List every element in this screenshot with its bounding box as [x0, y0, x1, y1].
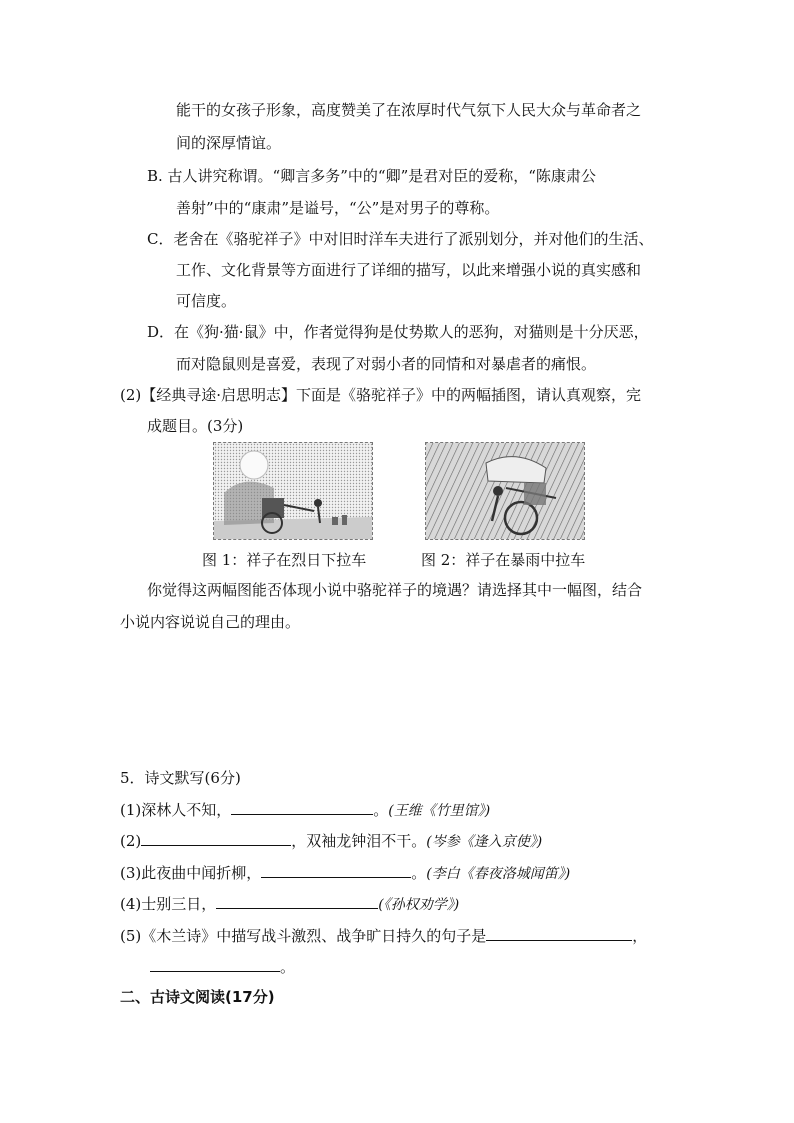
dictation-item-1 [120, 799, 490, 821]
option-a-line-3: 间的深厚情谊。 [176, 134, 282, 152]
dictation-item-1-source: (王维《竹里馆》) [388, 803, 491, 819]
dictation-item-5-cont [150, 956, 295, 977]
option-c-line-1: C．老舍在《骆驼祥子》中对旧时洋车夫进行了派别划分，并对他们的生活、 [147, 230, 654, 248]
option-b-line-2: 善射”中的“康肃”是谥号，“公”是对男子的尊称。 [176, 199, 500, 217]
figure-1-illustration [213, 442, 373, 540]
dictation-blank-3[interactable] [261, 862, 411, 878]
option-c-line-2: 工作、文化背景等方面进行了详细的描写，以此来增强小说的真实感和 [176, 261, 642, 279]
figure-2-caption: 图 2：祥子在暴雨中拉车 [421, 551, 586, 569]
dictation-item-1-suffix: 。 [373, 801, 389, 819]
dictation-item-2-prefix: (2) [120, 832, 142, 850]
question-2-line-1: (2)【经典寻途·启思明志】下面是《骆驼祥子》中的两幅插图，请认真观察，完 [120, 386, 642, 404]
figure-2-drawing [426, 443, 584, 539]
dictation-item-5 [120, 925, 647, 946]
figure-2-illustration [425, 442, 585, 540]
dictation-blank-2[interactable] [141, 830, 291, 846]
figure-1-caption: 图 1：祥子在烈日下拉车 [202, 551, 367, 569]
dictation-item-5-comma: ， [632, 927, 648, 945]
dictation-blank-4[interactable] [216, 893, 378, 909]
dictation-item-2-source: (岑参《逢入京使》) [426, 834, 543, 850]
dictation-item-3-prefix: (3)此夜曲中闻折柳， [120, 864, 262, 882]
dictation-blank-5a[interactable] [486, 925, 632, 941]
dictation-item-4-prefix: (4)士别三日， [120, 895, 217, 913]
question-5-title: 5．诗文默写(6分) [120, 769, 241, 787]
dictation-item-3-source: (李白《春夜洛城闻笛》) [426, 866, 571, 882]
section-2-title: 二、古诗文阅读(17分) [120, 988, 275, 1006]
dictation-item-2-suffix: ，双袖龙钟泪不干。 [291, 832, 427, 850]
dictation-item-4 [120, 893, 459, 915]
dictation-item-3-suffix: 。 [411, 864, 427, 882]
dictation-item-5-end: 。 [280, 958, 296, 976]
dictation-item-3 [120, 862, 570, 884]
option-c-line-3: 可信度。 [176, 292, 237, 310]
dictation-item-2 [120, 830, 542, 852]
dictation-item-5-prefix: (5)《木兰诗》中描写战斗激烈、战争旷日持久的句子是 [120, 927, 487, 945]
dictation-blank-5b[interactable] [150, 956, 280, 972]
dictation-item-4-source: (《孙权劝学》) [378, 897, 460, 913]
question-2-prompt-line-1: 你觉得这两幅图能否体现小说中骆驼祥子的境遇？请选择其中一幅图，结合 [147, 581, 643, 599]
dictation-blank-1[interactable] [231, 799, 373, 815]
question-2-prompt-line-2: 小说内容说说自己的理由。 [120, 613, 301, 631]
option-d-line-1: D．在《狗·猫·鼠》中，作者觉得狗是仗势欺人的恶狗，对猫则是十分厌恶， [147, 323, 649, 341]
question-2-line-2: 成题目。(3分) [147, 417, 244, 435]
option-b-line-1: B. 古人讲究称谓。“卿言多务”中的“卿”是君对臣的爱称，“陈康肃公 [147, 167, 596, 185]
option-a-line-2: 能干的女孩子形象，高度赞美了在浓厚时代气氛下人民大众与革命者之 [176, 101, 642, 119]
option-d-line-2: 而对隐鼠则是喜爱，表现了对弱小者的同情和对暴虐者的痛恨。 [176, 355, 597, 373]
dictation-item-1-prefix: (1)深林人不知， [120, 801, 232, 819]
figure-1-drawing [214, 443, 372, 539]
